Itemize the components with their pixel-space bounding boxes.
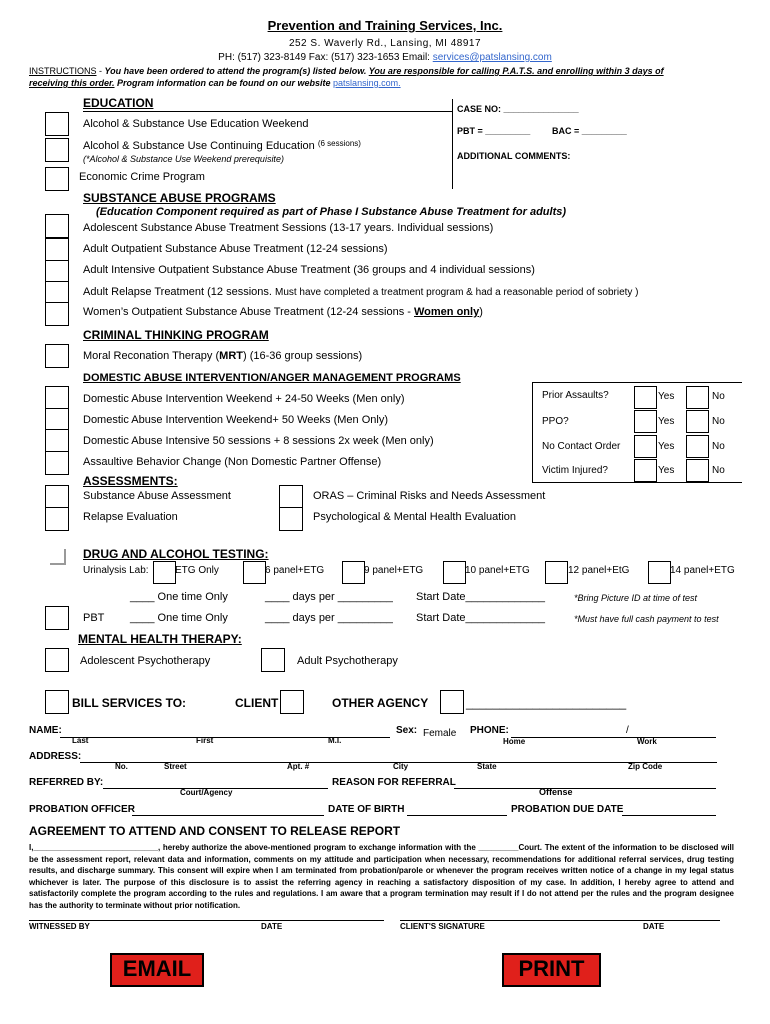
dv-24-50-label: Domestic Abuse Intervention Weekend + 24-50 Weeks (Men only) bbox=[83, 393, 405, 405]
q1-yes-checkbox[interactable] bbox=[634, 386, 657, 409]
q1-no-label: No bbox=[712, 391, 725, 402]
12-panel-label: 12 panel+EtG bbox=[568, 565, 630, 576]
print-button[interactable]: PRINT bbox=[502, 953, 601, 987]
contact-phone-fax: PH: (517) 323-8149 Fax: (517) 323-1653 Email: bbox=[218, 52, 433, 63]
instructions-text1: You have been ordered to attend the program(s) listed below. bbox=[104, 66, 369, 76]
org-contact bbox=[0, 52, 770, 63]
pbt-checkbox[interactable] bbox=[45, 606, 69, 630]
dv-intensive-checkbox[interactable] bbox=[45, 429, 69, 453]
phone-home-caption: Home bbox=[503, 737, 526, 746]
urinalysis-lab-label: Urinalysis Lab: bbox=[83, 565, 149, 576]
instructions-dash: - bbox=[96, 66, 105, 76]
sex-value[interactable]: Female bbox=[423, 728, 457, 739]
adolescent-psych-label: Adolescent Psychotherapy bbox=[80, 655, 211, 667]
other-agency-field[interactable]: ________________________ bbox=[466, 696, 627, 710]
etg-only-label: ETG Only bbox=[175, 565, 219, 576]
mrt-checkbox[interactable] bbox=[45, 344, 69, 368]
ua-one-time-field[interactable]: ____ One time Only bbox=[130, 591, 228, 603]
assaultive-checkbox[interactable] bbox=[45, 451, 69, 475]
phone-work-caption: Work bbox=[637, 737, 657, 746]
testing-checkbox-indicator[interactable] bbox=[50, 549, 66, 565]
instructions-text3: receiving this order. bbox=[29, 78, 115, 88]
q3-yes-label: Yes bbox=[658, 441, 675, 452]
client-sig-caption: CLIENT'S SIGNATURE bbox=[400, 922, 485, 931]
phone-slash: / bbox=[626, 725, 629, 736]
women-main: Women’s Outpatient Substance Abuse Treatment (12-24 sessions - bbox=[83, 306, 414, 318]
addr-apt-caption: Apt. # bbox=[287, 762, 310, 771]
10-panel-label: 10 panel+ETG bbox=[465, 565, 530, 576]
mrt-bold: MRT bbox=[219, 350, 243, 362]
substance-outpatient-checkbox[interactable] bbox=[45, 238, 69, 262]
addr-street-caption: Street bbox=[164, 762, 187, 771]
edu-economic-checkbox[interactable] bbox=[45, 167, 69, 191]
q1-no-checkbox[interactable] bbox=[686, 386, 709, 409]
instructions-label: INSTRUCTIONS bbox=[29, 66, 97, 76]
q3-no-checkbox[interactable] bbox=[686, 435, 709, 458]
bill-services-label: BILL SERVICES TO: bbox=[72, 696, 187, 710]
oras-label: ORAS – Criminal Risks and Needs Assessment bbox=[313, 490, 546, 502]
q3-yes-checkbox[interactable] bbox=[634, 435, 657, 458]
pbt-days-per-field[interactable]: ____ days per _________ bbox=[265, 612, 393, 624]
14-panel-label: 14 panel+ETG bbox=[670, 565, 735, 576]
edu-continuing-label bbox=[83, 140, 361, 152]
q-no-contact: No Contact Order bbox=[542, 441, 621, 452]
substance-outpatient-label: Adult Outpatient Substance Abuse Treatment (12-24 sessions) bbox=[83, 243, 388, 255]
edu-prereq-note: (*Alcohol & Substance Use Weekend prerequisite) bbox=[83, 154, 284, 164]
education-rule bbox=[83, 111, 453, 112]
substance-adolescent-checkbox[interactable] bbox=[45, 214, 69, 238]
sex-label: Sex: bbox=[396, 725, 418, 736]
substance-relapse-label bbox=[83, 286, 639, 298]
ua-picture-id-note: *Bring Picture ID at time of test bbox=[574, 593, 698, 603]
instructions-line2 bbox=[29, 78, 401, 88]
relapse-main: Adult Relapse Treatment (12 sessions. bbox=[83, 286, 275, 298]
mrt-suffix: ) (16-36 group sessions) bbox=[242, 350, 363, 362]
addr-state-caption: State bbox=[477, 762, 497, 771]
substance-assessment-label: Substance Abuse Assessment bbox=[83, 490, 231, 502]
address-label: ADDRESS: bbox=[29, 751, 82, 762]
email-link[interactable]: services@patslansing.com bbox=[432, 52, 552, 63]
6-panel-checkbox[interactable] bbox=[243, 561, 266, 584]
bill-services-checkbox[interactable] bbox=[45, 690, 69, 714]
etg-only-checkbox[interactable] bbox=[153, 561, 176, 584]
org-address: 252 S. Waverly Rd., Lansing, MI 48917 bbox=[288, 38, 482, 49]
psych-eval-checkbox[interactable] bbox=[279, 507, 303, 531]
pbt-start-date-field[interactable]: Start Date_____________ bbox=[416, 612, 546, 624]
dv-box-bottom bbox=[532, 482, 742, 483]
reason-label: REASON FOR REFERRAL bbox=[332, 777, 456, 788]
adult-psych-label: Adult Psychotherapy bbox=[297, 655, 398, 667]
14-panel-checkbox[interactable] bbox=[648, 561, 671, 584]
bill-client-label: CLIENT bbox=[235, 696, 279, 710]
pbt-one-time-field[interactable]: ____ One time Only bbox=[130, 612, 228, 624]
bill-client-checkbox[interactable] bbox=[280, 690, 304, 714]
testing-heading: DRUG AND ALCOHOL TESTING: bbox=[83, 547, 269, 561]
q2-no-label: No bbox=[712, 416, 725, 427]
instructions-text4: Program information can be found on our website bbox=[114, 78, 334, 88]
q-prior-assaults: Prior Assaults? bbox=[542, 390, 609, 401]
pbt-label: PBT bbox=[83, 612, 105, 624]
court-agency-caption: Court/Agency bbox=[180, 788, 233, 797]
education-heading: EDUCATION bbox=[83, 96, 154, 110]
dv-50-label: Domestic Abuse Intervention Weekend+ 50 Weeks (Men Only) bbox=[83, 414, 388, 426]
bill-other-label: OTHER AGENCY bbox=[332, 696, 429, 710]
substance-adolescent-label: Adolescent Substance Abuse Treatment Sessions (13-17 years. Individual sessions) bbox=[83, 222, 494, 234]
domestic-heading: DOMESTIC ABUSE INTERVENTION/ANGER MANAGEMENT PROGRAMS bbox=[83, 372, 461, 384]
q2-yes-checkbox[interactable] bbox=[634, 410, 657, 433]
women-end: ) bbox=[479, 306, 483, 318]
date1-caption: DATE bbox=[261, 922, 283, 931]
phone-line[interactable] bbox=[511, 737, 716, 738]
agreement-text: I,____________________________, hereby authorize the above-mentioned program to exchange information with the _________Court. The extent of the information to be disclosed will be the assessment report, relevant data and information, comments on my attitude and participation when necessary, recommendations for additional referral services, drug testing results, and discharge summary. This consent will expire when I am terminated from probation/parole or whenever the program receives written notice of a change in my legal status whichever is later. The purpose of this disclosure is to assist the referring agency in reaching a satisfactory disposition of my case. In addition, I hereby agree to attend and satisfactorily complete the program according to the rules and regulations. I am aware that a program termination may result if I do not attend per the rules and the program designee has the authority to terminate without prior notification. bbox=[29, 843, 734, 910]
assessments-heading: ASSESSMENTS: bbox=[83, 474, 178, 488]
relapse-eval-checkbox[interactable] bbox=[45, 507, 69, 531]
bill-other-checkbox[interactable] bbox=[440, 690, 464, 714]
substance-heading: SUBSTANCE ABUSE PROGRAMS bbox=[83, 191, 276, 205]
q2-no-checkbox[interactable] bbox=[686, 410, 709, 433]
due-line[interactable] bbox=[622, 815, 716, 816]
ua-start-date-field[interactable]: Start Date_____________ bbox=[416, 591, 546, 603]
instructions-text2: You are responsible for calling P.A.T.S. and enrolling within 3 days of bbox=[368, 66, 664, 76]
dv-intensive-label: Domestic Abuse Intensive 50 sessions + 8 sessions 2x week (Men only) bbox=[83, 435, 434, 447]
psych-eval-label: Psychological & Mental Health Evaluation bbox=[313, 511, 517, 523]
name-first-caption: First bbox=[196, 736, 214, 745]
name-label: NAME: bbox=[29, 725, 62, 736]
po-label: PROBATION OFFICER bbox=[29, 804, 135, 815]
date2-caption: DATE bbox=[643, 922, 665, 931]
ua-days-per-field[interactable]: ____ days per _________ bbox=[265, 591, 393, 603]
q2-yes-label: Yes bbox=[658, 416, 675, 427]
12-panel-checkbox[interactable] bbox=[545, 561, 568, 584]
bac-field[interactable]: BAC = _________ bbox=[552, 126, 627, 136]
offense-caption: Offense bbox=[539, 787, 573, 797]
dv-box-left bbox=[532, 382, 533, 482]
case-no-field[interactable]: CASE NO: _______________ bbox=[457, 104, 579, 114]
q3-no-label: No bbox=[712, 441, 725, 452]
substance-subheading: (Education Component required as part of Phase I Substance Abuse Treatment for adults) bbox=[96, 206, 567, 218]
instructions-line1 bbox=[29, 66, 664, 76]
mental-heading: MENTAL HEALTH THERAPY: bbox=[78, 632, 242, 646]
addr-city-caption: City bbox=[393, 762, 409, 771]
phone-label: PHONE: bbox=[470, 725, 509, 736]
substance-women-label bbox=[83, 306, 483, 318]
relapse-eval-label: Relapse Evaluation bbox=[83, 511, 178, 523]
q-ppo: PPO? bbox=[542, 416, 569, 427]
9-panel-label: 9 panel+ETG bbox=[364, 565, 424, 576]
witnessed-caption: WITNESSED BY bbox=[29, 922, 90, 931]
edu-continuing-text: Alcohol & Substance Use Continuing Education bbox=[83, 140, 315, 152]
q4-yes-label: Yes bbox=[658, 465, 675, 476]
page-title: Prevention and Training Services, Inc. bbox=[267, 18, 503, 33]
dob-label: DATE OF BIRTH bbox=[328, 804, 405, 815]
name-last-caption: Last bbox=[72, 736, 89, 745]
dv-24-50-checkbox[interactable] bbox=[45, 386, 69, 410]
edu-economic-label: Economic Crime Program bbox=[79, 171, 205, 183]
mrt-label bbox=[83, 350, 362, 362]
addr-no-caption: No. bbox=[115, 762, 128, 771]
women-only: Women only bbox=[414, 306, 480, 318]
email-button[interactable]: EMAIL bbox=[110, 953, 204, 987]
edu-weekend-label: Alcohol & Substance Use Education Weekend bbox=[83, 118, 309, 130]
due-label: PROBATION DUE DATE bbox=[511, 804, 624, 815]
edu-continuing-checkbox[interactable] bbox=[45, 138, 69, 162]
oras-checkbox[interactable] bbox=[279, 485, 303, 509]
q4-yes-checkbox[interactable] bbox=[634, 459, 657, 482]
substance-women-checkbox[interactable] bbox=[45, 302, 69, 326]
dob-line[interactable] bbox=[407, 815, 507, 816]
reason-line[interactable] bbox=[454, 788, 716, 789]
edu-sessions-note: (6 sessions) bbox=[317, 139, 361, 148]
agreement-heading: AGREEMENT TO ATTEND AND CONSENT TO RELEASE REPORT bbox=[29, 824, 401, 838]
q-victim-injured: Victim Injured? bbox=[542, 465, 608, 476]
relapse-note: Must have completed a treatment program & had a reasonable period of sobriety ) bbox=[274, 287, 639, 298]
additional-comments-label: ADDITIONAL COMMENTS: bbox=[457, 151, 571, 161]
6-panel-label: 6 panel+ETG bbox=[265, 565, 325, 576]
client-sig-line[interactable] bbox=[400, 920, 720, 921]
adult-psych-checkbox[interactable] bbox=[261, 648, 285, 672]
assaultive-label: Assaultive Behavior Change (Non Domestic Partner Offense) bbox=[83, 456, 382, 468]
q4-no-checkbox[interactable] bbox=[686, 459, 709, 482]
10-panel-checkbox[interactable] bbox=[443, 561, 466, 584]
referred-label: REFERRED BY: bbox=[29, 777, 104, 788]
q1-yes-label: Yes bbox=[658, 391, 675, 402]
q4-no-label: No bbox=[712, 465, 725, 476]
case-box-border bbox=[452, 99, 453, 189]
website-link[interactable]: patslansing.com. bbox=[333, 78, 401, 88]
pbt-cash-note: *Must have full cash payment to test bbox=[574, 614, 719, 624]
edu-weekend-checkbox[interactable] bbox=[45, 112, 69, 136]
po-line[interactable] bbox=[132, 815, 324, 816]
mrt-prefix: Moral Reconation Therapy ( bbox=[83, 350, 220, 362]
addr-zip-caption: Zip Code bbox=[628, 762, 663, 771]
criminal-heading: CRIMINAL THINKING PROGRAM bbox=[83, 328, 269, 342]
substance-assessment-checkbox[interactable] bbox=[45, 485, 69, 509]
adolescent-psych-checkbox[interactable] bbox=[45, 648, 69, 672]
name-mi-caption: M.I. bbox=[328, 736, 342, 745]
substance-intensive-label: Adult Intensive Outpatient Substance Abuse Treatment (36 groups and 4 individual sessions) bbox=[83, 264, 535, 276]
9-panel-checkbox[interactable] bbox=[342, 561, 365, 584]
witness-line[interactable] bbox=[29, 920, 384, 921]
dv-box-top bbox=[532, 382, 742, 383]
pbt-field[interactable]: PBT = _________ bbox=[457, 126, 531, 136]
